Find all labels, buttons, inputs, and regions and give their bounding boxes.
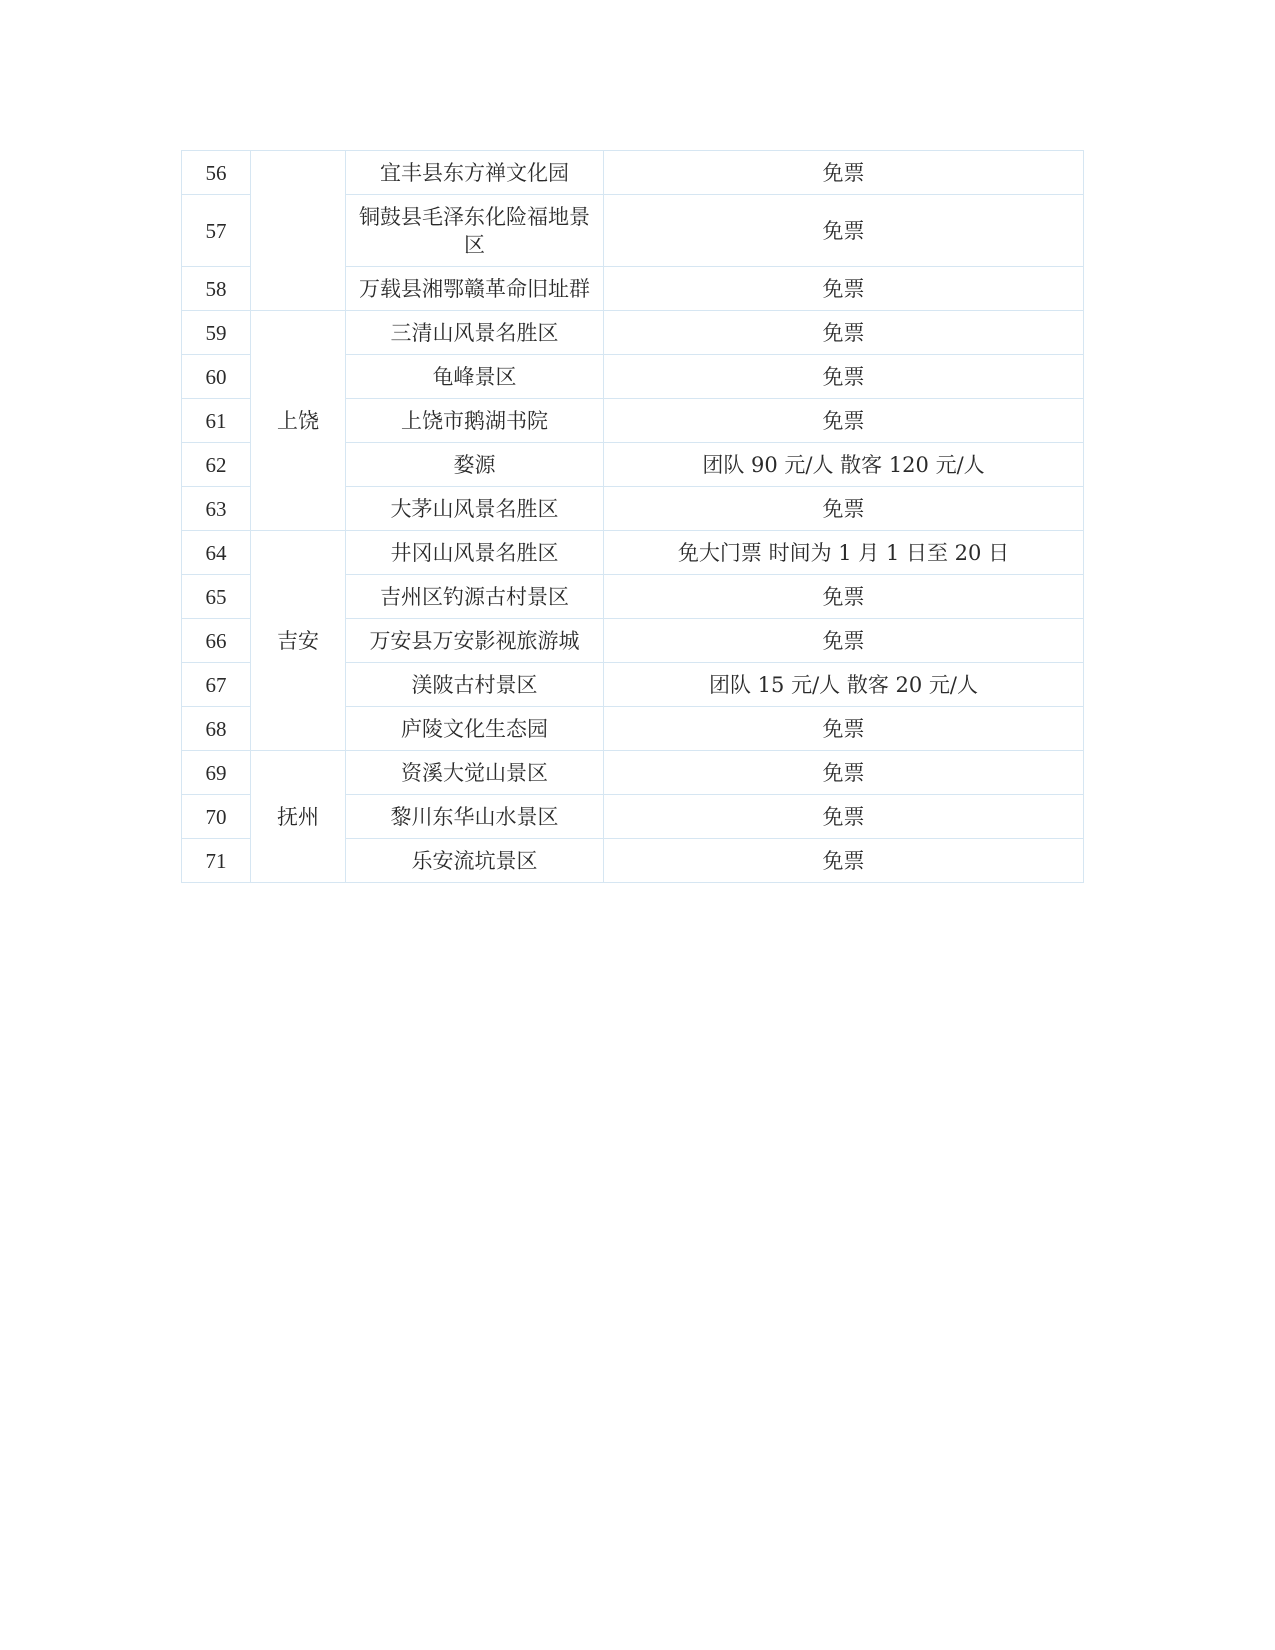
- row-number: 67: [182, 663, 251, 707]
- ticket-price: 免票: [604, 839, 1084, 883]
- row-number: 61: [182, 399, 251, 443]
- site-name: 吉州区钓源古村景区: [346, 575, 604, 619]
- row-number: 71: [182, 839, 251, 883]
- row-number: 56: [182, 151, 251, 195]
- ticket-price: 免大门票 时间为 1 月 1 日至 20 日: [604, 531, 1084, 575]
- site-name: 黎川东华山水景区: [346, 795, 604, 839]
- site-name: 万载县湘鄂赣革命旧址群: [346, 267, 604, 311]
- ticket-price: 团队 15 元/人 散客 20 元/人: [604, 663, 1084, 707]
- ticket-price: 免票: [604, 311, 1084, 355]
- row-number: 69: [182, 751, 251, 795]
- site-name: 上饶市鹅湖书院: [346, 399, 604, 443]
- ticket-price: 免票: [604, 751, 1084, 795]
- city-cell: 上饶: [251, 311, 346, 531]
- ticket-price: 免票: [604, 195, 1084, 267]
- site-name: 龟峰景区: [346, 355, 604, 399]
- site-name: 三清山风景名胜区: [346, 311, 604, 355]
- ticket-price: 免票: [604, 399, 1084, 443]
- site-name: 婺源: [346, 443, 604, 487]
- row-number: 58: [182, 267, 251, 311]
- row-number: 63: [182, 487, 251, 531]
- ticket-price: 免票: [604, 267, 1084, 311]
- row-number: 62: [182, 443, 251, 487]
- site-name: 铜鼓县毛泽东化险福地景区: [346, 195, 604, 267]
- site-name: 资溪大觉山景区: [346, 751, 604, 795]
- scenic-spot-ticket-table: [181, 150, 1084, 883]
- ticket-price: 免票: [604, 619, 1084, 663]
- site-name: 井冈山风景名胜区: [346, 531, 604, 575]
- row-number: 65: [182, 575, 251, 619]
- row-number: 70: [182, 795, 251, 839]
- row-number: 59: [182, 311, 251, 355]
- ticket-price: 免票: [604, 355, 1084, 399]
- row-number: 57: [182, 195, 251, 267]
- ticket-price: 免票: [604, 151, 1084, 195]
- site-name: 万安县万安影视旅游城: [346, 619, 604, 663]
- site-name: 乐安流坑景区: [346, 839, 604, 883]
- row-number: 64: [182, 531, 251, 575]
- ticket-price: 免票: [604, 795, 1084, 839]
- site-name: 大茅山风景名胜区: [346, 487, 604, 531]
- ticket-price: 团队 90 元/人 散客 120 元/人: [604, 443, 1084, 487]
- table-row: [182, 311, 1084, 355]
- ticket-price: 免票: [604, 707, 1084, 751]
- site-name: 渼陂古村景区: [346, 663, 604, 707]
- ticket-price: 免票: [604, 487, 1084, 531]
- city-cell: [251, 151, 346, 311]
- city-cell: 抚州: [251, 751, 346, 883]
- table-row: [182, 531, 1084, 575]
- ticket-price: 免票: [604, 575, 1084, 619]
- table-row: [182, 151, 1084, 195]
- table-row: [182, 751, 1084, 795]
- city-cell: 吉安: [251, 531, 346, 751]
- row-number: 60: [182, 355, 251, 399]
- site-name: 宜丰县东方禅文化园: [346, 151, 604, 195]
- row-number: 66: [182, 619, 251, 663]
- row-number: 68: [182, 707, 251, 751]
- site-name: 庐陵文化生态园: [346, 707, 604, 751]
